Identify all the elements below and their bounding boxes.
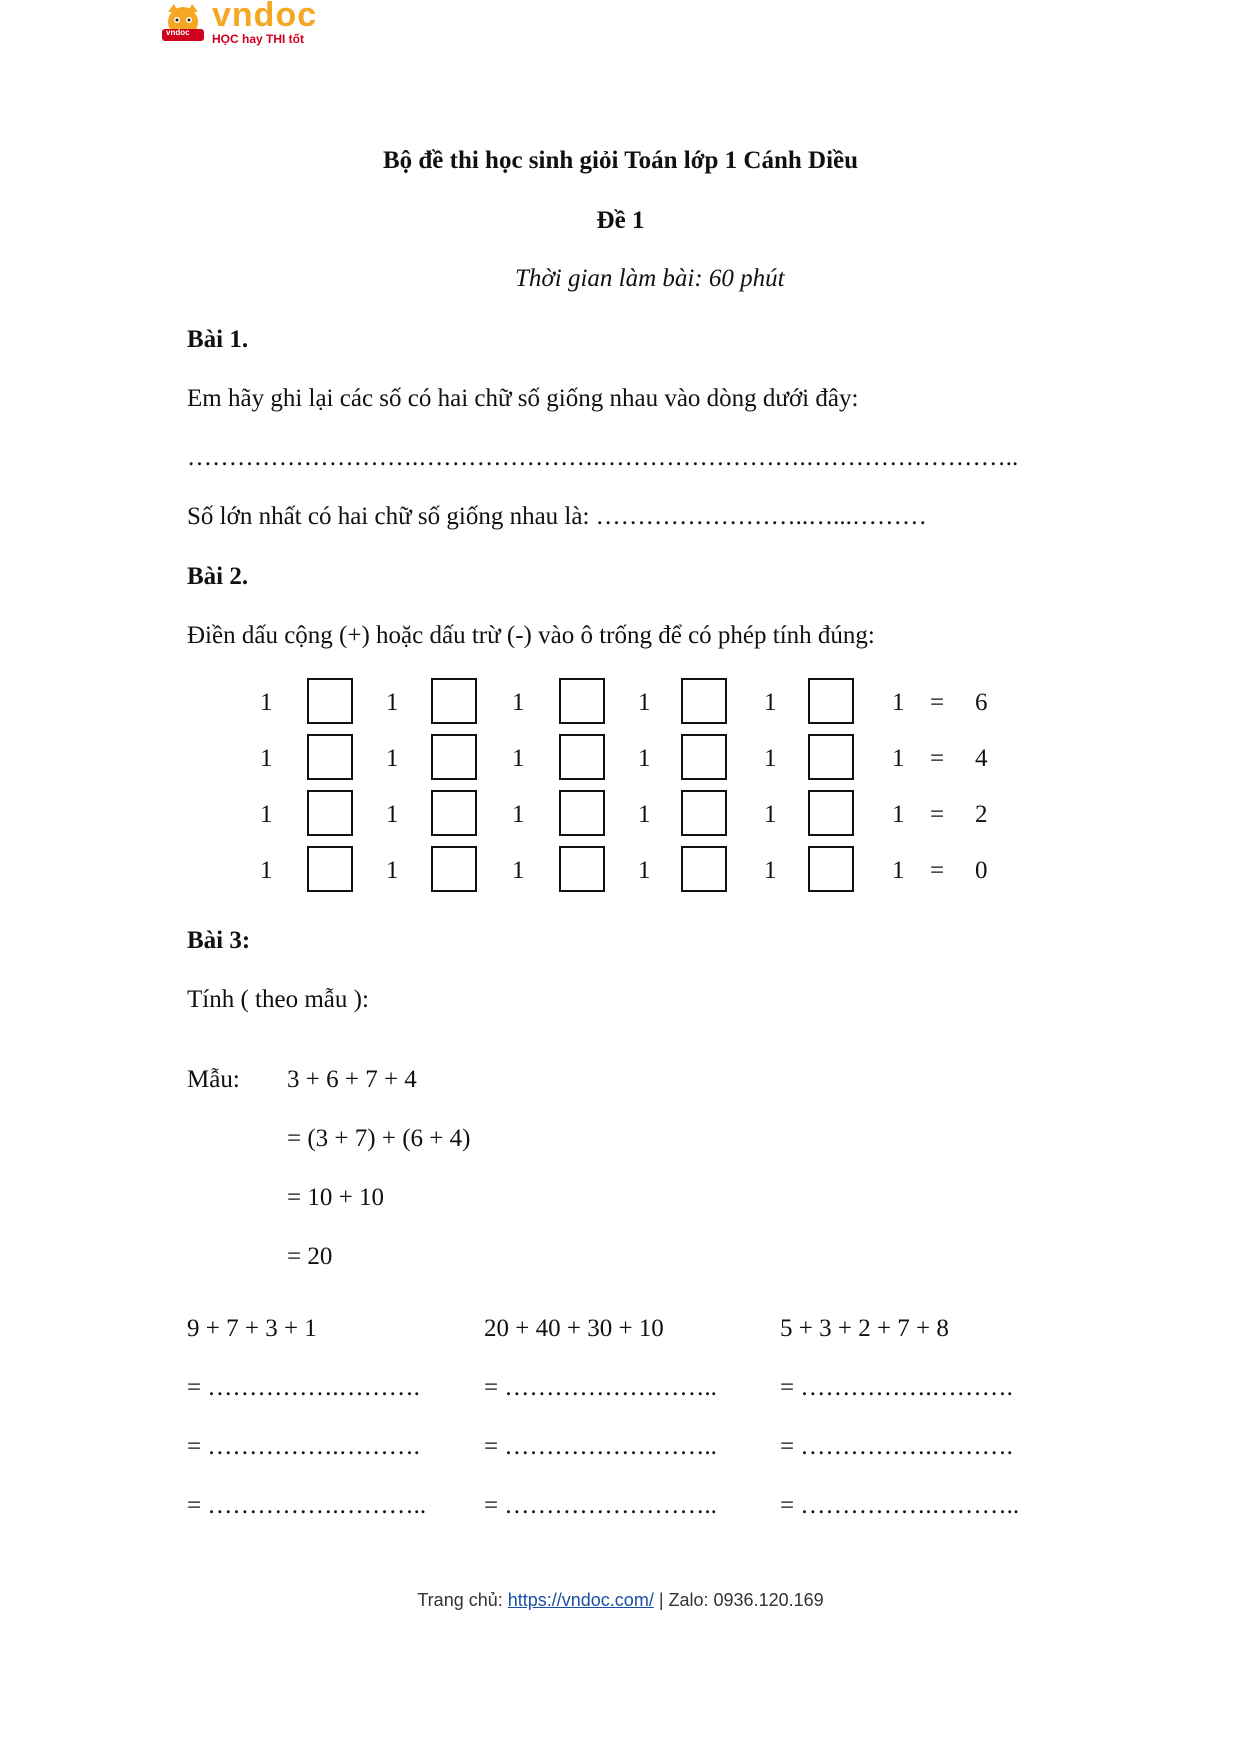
operand: 1 (638, 689, 651, 716)
exercise-answer-line[interactable]: = …………….……….. (187, 1492, 427, 1519)
sign-input-box[interactable] (431, 734, 477, 780)
sample-label: Mẫu: (187, 1066, 240, 1093)
operand: 1 (386, 857, 399, 884)
logo-tagline: HỌC hay THI tốt (212, 32, 304, 46)
equation-row (0, 790, 1241, 836)
operand: 1 (892, 801, 905, 828)
document-title: Bộ đề thi học sinh giỏi Toán lớp 1 Cánh Diều (382, 147, 859, 174)
exercise-expression: 5 + 3 + 2 + 7 + 8 (780, 1315, 949, 1342)
operand: 1 (386, 745, 399, 772)
sign-input-box[interactable] (681, 734, 727, 780)
operand: 1 (892, 689, 905, 716)
equation-row (0, 846, 1241, 892)
operand: 1 (260, 801, 273, 828)
footer-prefix: Trang chủ: (417, 1590, 508, 1610)
sign-input-box[interactable] (808, 790, 854, 836)
operand: 1 (892, 857, 905, 884)
operand: 1 (512, 801, 525, 828)
equals-sign: = (930, 801, 945, 828)
sign-input-box[interactable] (307, 678, 353, 724)
equation-result: 6 (975, 689, 988, 716)
vndoc-logo[interactable] (160, 2, 320, 50)
exercise-expression: 20 + 40 + 30 + 10 (484, 1315, 664, 1342)
equation-row (0, 678, 1241, 724)
exercise-answer-line[interactable]: = …………….………. (780, 1433, 1013, 1460)
operand: 1 (764, 857, 777, 884)
operand: 1 (638, 745, 651, 772)
exercise-answer-line[interactable]: = …………….………. (187, 1374, 420, 1401)
exercise-answer-line[interactable]: = …………….……….. (780, 1492, 1020, 1519)
footer-contact: | Zalo: 0936.120.169 (653, 1590, 824, 1610)
sign-input-box[interactable] (681, 678, 727, 724)
exercise-expression: 9 + 7 + 3 + 1 (187, 1315, 317, 1342)
equals-sign: = (930, 745, 945, 772)
sample-line: = (3 + 7) + (6 + 4) (287, 1125, 471, 1152)
equation-row (0, 734, 1241, 780)
equation-result: 2 (975, 801, 988, 828)
sample-line: = 10 + 10 (287, 1184, 384, 1211)
sign-input-box[interactable] (559, 790, 605, 836)
exam-number: Đề 1 (596, 207, 645, 234)
sign-input-box[interactable] (431, 846, 477, 892)
sign-input-box[interactable] (808, 678, 854, 724)
operand: 1 (512, 689, 525, 716)
sign-input-box[interactable] (681, 790, 727, 836)
sample-line: 3 + 6 + 7 + 4 (287, 1066, 417, 1093)
bai2-prompt: Điền dấu cộng (+) hoặc dấu trừ (-) vào ô trống để có phép tính đúng: (187, 622, 875, 649)
exercise-answer-line[interactable]: = …………………….. (484, 1492, 717, 1519)
operand: 1 (386, 689, 399, 716)
bai1-prompt: Em hãy ghi lại các số có hai chữ số giống nhau vào dòng dưới đây: (187, 385, 859, 412)
operand: 1 (260, 857, 273, 884)
sign-input-box[interactable] (307, 846, 353, 892)
page-footer (0, 1590, 1241, 1611)
exercise-answer-line[interactable]: = …………………….. (484, 1374, 717, 1401)
equals-sign: = (930, 857, 945, 884)
equals-sign: = (930, 689, 945, 716)
sign-input-box[interactable] (307, 734, 353, 780)
sign-input-box[interactable] (307, 790, 353, 836)
sign-input-box[interactable] (808, 846, 854, 892)
operand: 1 (764, 745, 777, 772)
bai3-heading: Bài 3: (187, 927, 251, 954)
sign-input-box[interactable] (559, 678, 605, 724)
bai1-question-largest: Số lớn nhất có hai chữ số giống nhau là: ……………………..…...……… (187, 503, 927, 530)
operand: 1 (638, 857, 651, 884)
sign-input-box[interactable] (681, 846, 727, 892)
operand: 1 (260, 745, 273, 772)
bai3-prompt: Tính ( theo mẫu ): (187, 986, 369, 1013)
operand: 1 (764, 801, 777, 828)
operand: 1 (512, 857, 525, 884)
sign-input-box[interactable] (559, 734, 605, 780)
exercise-answer-line[interactable]: = …………….………. (780, 1374, 1013, 1401)
sample-line: = 20 (287, 1243, 333, 1270)
time-limit: Thời gian làm bài: 60 phút (515, 265, 785, 292)
sign-input-box[interactable] (808, 734, 854, 780)
bai2-heading: Bài 2. (187, 563, 249, 590)
equation-result: 0 (975, 857, 988, 884)
sign-input-box[interactable] (559, 846, 605, 892)
operand: 1 (512, 745, 525, 772)
logo-badge: vndoc (166, 28, 190, 37)
operand: 1 (892, 745, 905, 772)
logo-wordmark: vndoc (212, 0, 318, 34)
operand: 1 (638, 801, 651, 828)
sign-input-box[interactable] (431, 790, 477, 836)
equation-result: 4 (975, 745, 988, 772)
operand: 1 (260, 689, 273, 716)
sign-input-box[interactable] (431, 678, 477, 724)
exercise-answer-line[interactable]: = …………………….. (484, 1433, 717, 1460)
footer-home-link[interactable]: https://vndoc.com/ (507, 1590, 654, 1610)
exercise-answer-line[interactable]: = …………….………. (187, 1433, 420, 1460)
bai1-heading: Bài 1. (187, 326, 249, 353)
bai1-answer-line: ……………………….………………….…………………….…………………….. (187, 444, 1019, 471)
operand: 1 (764, 689, 777, 716)
operand: 1 (386, 801, 399, 828)
logo-mascot-icon (160, 4, 206, 46)
